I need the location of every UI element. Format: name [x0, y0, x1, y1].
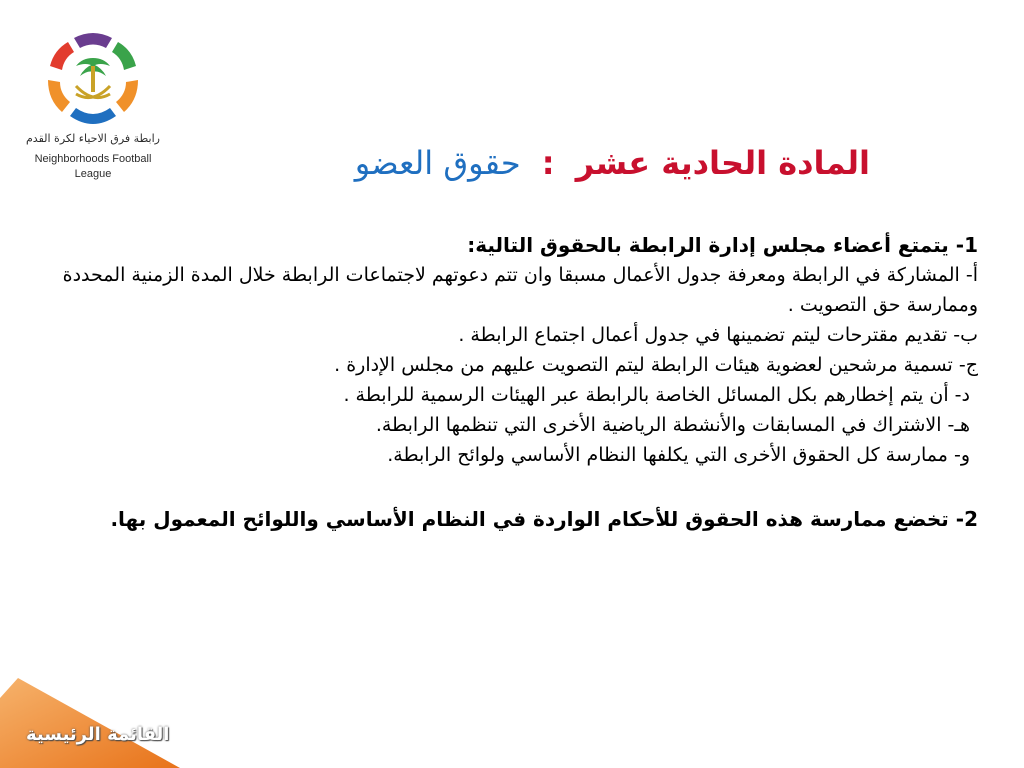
league-logo	[18, 28, 168, 188]
palm-and-swords-logo-icon	[40, 28, 146, 132]
clause-item-b: ب- تقديم مقترحات ليتم تضمينها في جدول أعمال اجتماع الرابطة .	[458, 324, 978, 346]
paragraph-gap	[48, 470, 978, 504]
clause-2: 2- تخضع ممارسة هذه الحقوق للأحكام الواردة في النظام الأساسي واللوائح المعمول بها.	[110, 507, 978, 531]
home-nav-triangle-icon[interactable]	[0, 678, 180, 768]
article-title: المادة الحادية عشر	[575, 144, 870, 182]
page-title	[355, 144, 870, 182]
clause-1-heading: 1- يتمتع أعضاء مجلس إدارة الرابطة بالحقوق التالية:	[467, 233, 978, 257]
clause-item-a: أ- المشاركة في الرابطة ومعرفة جدول الأعمال مسبقا وان تتم دعوتهم لاجتماعات الرابطة خلال المدة الزمنية المحددة وممارسة حق التصويت .	[62, 264, 978, 316]
logo-arabic-name: رابطة فرق الاحياء لكرة القدم	[26, 132, 160, 145]
clause-item-c: ج- تسمية مرشحين لعضوية هيئات الرابطة ليتم التصويت عليهم من مجلس الإدارة .	[334, 354, 978, 376]
clause-item-h: هـ- الاشتراك في المسابقات والأنشطة الرياضية الأخرى التي تنظمها الرابطة.	[375, 414, 970, 436]
clause-item-d: د- أن يتم إخطارهم بكل المسائل الخاصة بالرابطة عبر الهيئات الرسمية للرابطة .	[343, 384, 970, 406]
logo-english-line1: Neighborhoods Football	[34, 153, 152, 165]
logo-english-line2: League	[74, 168, 112, 180]
clause-item-w: و- ممارسة كل الحقوق الأخرى التي يكلفها النظام الأساسي ولوائح الرابطة.	[387, 444, 970, 466]
title-separator: :	[541, 144, 555, 182]
article-subtitle: حقوق العضو	[354, 144, 521, 182]
home-menu-link[interactable]: القائمة الرئيسية	[26, 724, 170, 745]
logo-english-name	[18, 152, 168, 182]
article-body	[48, 230, 978, 534]
